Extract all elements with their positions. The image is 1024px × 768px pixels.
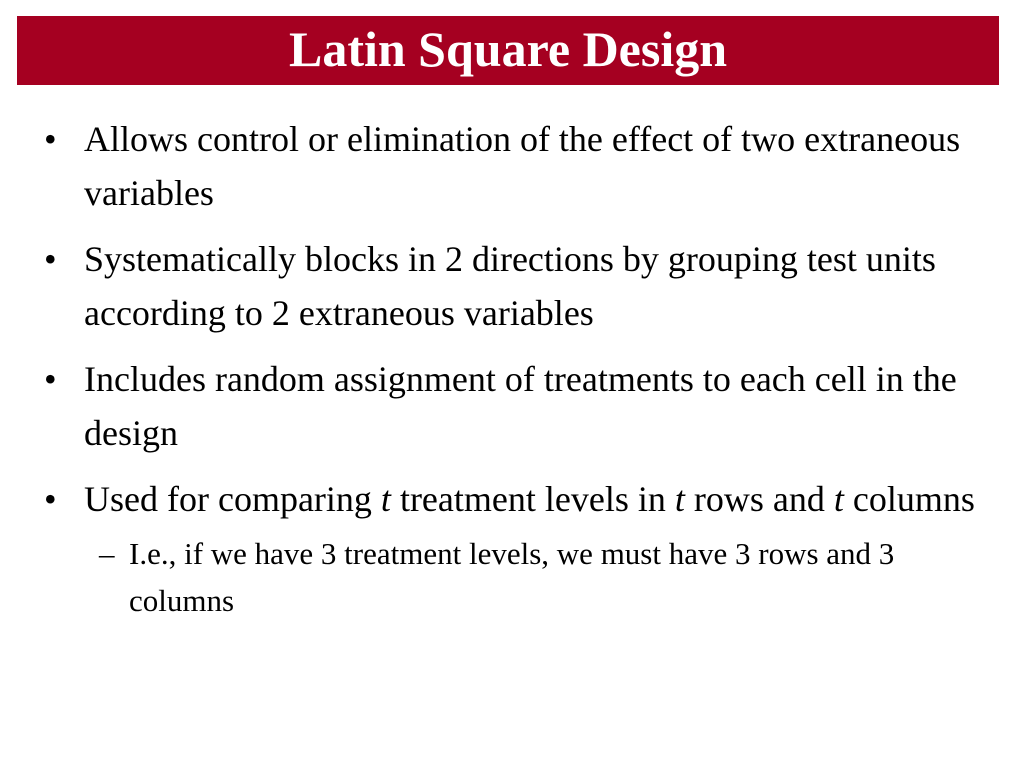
bullet-item	[44, 352, 1004, 460]
bullet-marker: •	[44, 359, 57, 399]
sub-bullet-text: I.e., if we have 3 treatment levels, we must have 3 rows and 3 columns	[129, 536, 895, 618]
italic-variable: t	[833, 479, 844, 519]
bullet-item	[44, 472, 1004, 624]
sub-bullet-marker: –	[99, 536, 115, 571]
bullet-item	[44, 112, 1004, 220]
title-bar	[17, 16, 999, 85]
bullet-marker: •	[44, 479, 57, 519]
slide-title: Latin Square Design	[288, 20, 728, 77]
bullet-text-segment: columns	[843, 479, 975, 519]
bullet-text: Includes random assignment of treatments to each cell in the design	[84, 359, 957, 453]
bullet-text-segment: rows and	[684, 479, 834, 519]
bullet-marker: •	[44, 239, 57, 279]
italic-variable: t	[674, 479, 685, 519]
bullet-text	[84, 479, 975, 519]
bullet-item	[44, 232, 1004, 340]
bullet-list	[44, 112, 1004, 636]
bullet-text-segment: treatment levels in	[390, 479, 675, 519]
bullet-text: Allows control or elimination of the effect of two extraneous variables	[84, 119, 961, 213]
bullet-marker: •	[44, 119, 57, 159]
bullet-text: Systematically blocks in 2 directions by grouping test units according to 2 extraneous variables	[84, 239, 936, 333]
italic-variable: t	[380, 479, 391, 519]
sub-bullet-item	[84, 530, 1004, 624]
bullet-text-segment: Used for comparing	[84, 479, 381, 519]
sub-bullet-list	[84, 530, 1004, 624]
